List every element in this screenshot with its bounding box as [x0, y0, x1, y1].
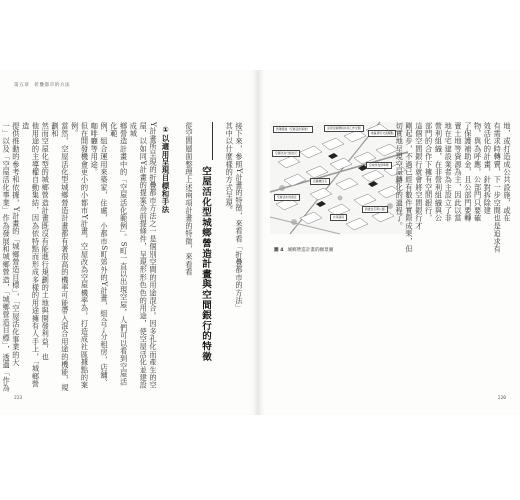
- right-line-7: 地在宅建設業者為主設立了非: [444, 122, 454, 223]
- right-line-2: 有需求時轉賣，下一步空間也是追求有: [493, 122, 503, 253]
- body-line-10: 一」以及「空屋活化事業」作為發展和城鄉營造，「城鄉營造目標」，透過「作為: [2, 122, 12, 392]
- intro-tail: 從空間層面整理上述兩項計畫的特徵，來看看: [185, 122, 194, 276]
- body-line-6: 當然，空屋活化型城鄉營造計畫都有著很高的機率可能帶入混合用途的機能，規劃和: [51, 122, 70, 392]
- right-line-3: 效活化的計畫，針對拆除建: [483, 122, 493, 215]
- callout-2: 活用空屋開設共同工作空間: [324, 125, 364, 132]
- intro-line-2: 其中以什麼樣的方式呈現。: [225, 122, 235, 215]
- right-line-5: 了保護補助金，且公部門要轉: [463, 122, 473, 223]
- callout-8: 共享廚房: [330, 214, 347, 221]
- subheading: ①以適用呈現目標和手法: [161, 125, 170, 214]
- callout-3: 地區居民交流據點: [368, 130, 396, 137]
- page-number-right: 220: [497, 396, 506, 401]
- town-illustration: [270, 122, 408, 234]
- right-line-10: 這個空間銀行就會將空間銀行才: [414, 122, 424, 230]
- page-number-left: 223: [14, 396, 23, 401]
- body-line-2: 屋，以如同Y計畫的提案為前提條件，呈現形形色色的用途，使空屋活化並建設成城: [129, 122, 149, 390]
- right-body-text: [395, 122, 512, 392]
- right-line-9: 部門的合作下擁有空間銀行，: [424, 122, 434, 223]
- callout-9: 新建住宅與公園: [362, 206, 388, 213]
- intro-column: [222, 122, 244, 392]
- intro-line-1: 接下來，參照Y計畫的特徵，來看看「折疊都市的方法」: [235, 122, 244, 313]
- body-line-5: 但在開發機會更小的小都市Y計畫，空屋改為空屋機率為，打造成社區據點的案例。: [70, 122, 90, 390]
- body-line-8: 他用途的主導權自動集結，因為依特點而形成多樣的用途擁有人手上，「城鄉營造: [21, 122, 41, 388]
- callout-1: 營運組織（空屋活化事業）: [273, 126, 313, 133]
- right-line-12: 切實地呈現空屋轉化的過程了。: [395, 122, 405, 230]
- body-line-3: 鄉營造計畫中的「空屋活化範例」。S町一直以出現空屋，人們可以看到空屋活化範: [109, 122, 129, 386]
- callout-7: 空地作為停車場: [366, 162, 392, 169]
- body-line-4: 例，組合運用來築家，住處，小都市S町郊外的Y計畫，組合了分租房，店舖、咖啡廳等用途。: [90, 122, 110, 387]
- intro-tail-column: [182, 122, 194, 392]
- figure-caption-text: 城鄉營造計畫的願景圖: [287, 248, 334, 253]
- section-heading: 空屋活化型城鄉營造計畫與空間銀行的特徵: [200, 166, 211, 362]
- body-line-1: Y計畫所呈現的折疊都市方法之一是個別空間的用途混合。因多孔化而產生的空: [149, 122, 158, 390]
- right-line-1: 地，或打造成公共設施，或在: [503, 122, 512, 223]
- right-line-6: 賣土地等資源為主，因此以當: [454, 122, 464, 223]
- callout-5: 空屋活化的商店: [274, 194, 300, 201]
- right-line-8: 營利組織，在非營利組織與公: [434, 122, 444, 223]
- right-page: [258, 70, 520, 415]
- left-page: [0, 70, 258, 415]
- book-spread: [0, 70, 520, 415]
- right-line-11: 剛起步，不過已經有數件實際成果，但: [405, 122, 415, 253]
- callout-6: 店舖兼住宅: [310, 178, 330, 185]
- running-head: 第五章 折疊都市的方法: [14, 83, 71, 88]
- body-text: [2, 122, 158, 392]
- figure-caption-label: 圖 4: [274, 248, 284, 253]
- right-line-4: 物，與為呼應，公部門只要確: [473, 122, 483, 223]
- heading-rule: [212, 122, 213, 160]
- body-line-7: 然而空屋化型的城鄉營造計畫既沒有能進行規劃的土地與開發利益，也: [41, 122, 51, 361]
- body-line-9: 提供推動的參考和依據，Y計畫的「城鄉營造目標」，「空屋活化事業的大: [11, 122, 21, 367]
- callout-4: 空屋改為分租住宅: [272, 150, 300, 157]
- figure-caption: [274, 247, 333, 253]
